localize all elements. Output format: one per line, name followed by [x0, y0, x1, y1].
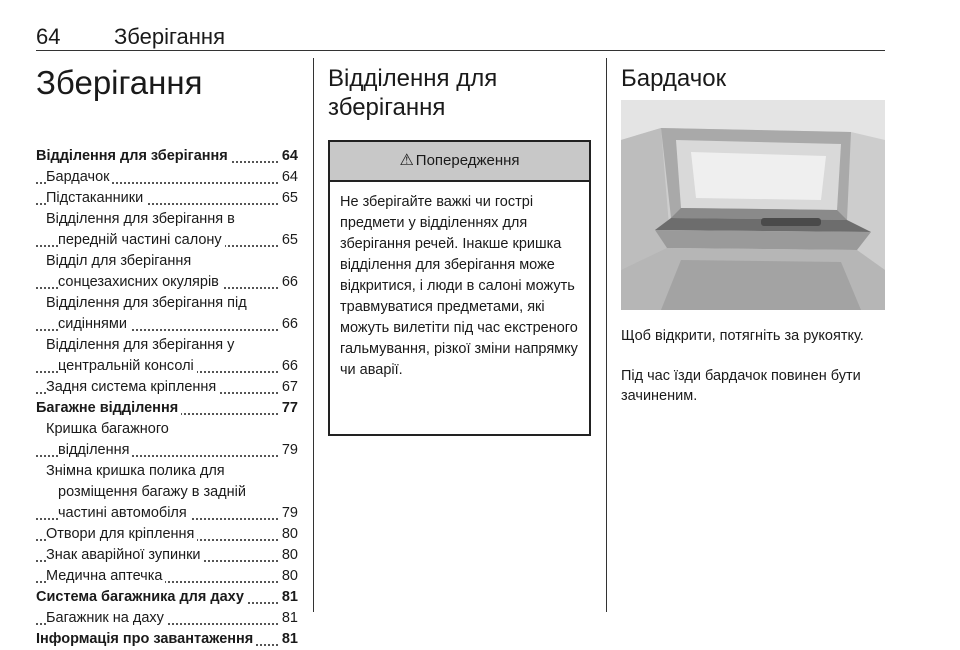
toc-entry-page: 77 [279, 398, 298, 419]
open-instruction: Щоб відкрити, потягніть за рукоятку. [621, 328, 864, 344]
toc-line [36, 440, 298, 461]
glovebox-heading: Бардачок [621, 65, 727, 92]
driving-instruction: Під час їзди бардачок повинен бути зачиненим. [621, 368, 861, 404]
toc-entry-page: 81 [279, 608, 298, 629]
column-toc [36, 64, 298, 647]
column-glovebox [621, 64, 885, 404]
toc-entry-page: 66 [279, 272, 298, 293]
warning-box [328, 140, 591, 436]
toc-entry [36, 629, 298, 650]
toc-entry [36, 377, 298, 398]
toc-line: Відділення для зберігання під [46, 295, 247, 311]
toc-entry-page: 66 [279, 356, 298, 377]
toc-line: Знімна кришка полика для [46, 463, 225, 479]
toc-line [36, 608, 298, 629]
toc-entry-page: 65 [279, 188, 298, 209]
toc-line [36, 272, 298, 293]
chapter-title: Зберігання [36, 64, 203, 101]
toc-entry [36, 587, 298, 608]
page-header [36, 22, 885, 51]
column-storage-intro [328, 64, 591, 378]
toc-entry-title: частині автомобіля [58, 505, 190, 521]
toc-entry [36, 524, 298, 545]
toc-entry [36, 335, 298, 377]
toc-entry-page: 67 [279, 377, 298, 398]
toc-entry-title: відділення [58, 442, 132, 458]
section-heading: Відділення для зберігання [328, 65, 498, 121]
toc-entry-page: 79 [279, 503, 298, 524]
toc-entry [36, 167, 298, 188]
glovebox-photo [621, 100, 885, 310]
toc-line [36, 398, 298, 419]
toc-entry-title: Відділення для зберігання [36, 148, 231, 164]
toc-entry-title: Підстаканники [46, 190, 146, 206]
toc-entry-page: 81 [279, 587, 298, 608]
toc-entry [36, 545, 298, 566]
toc-line [36, 587, 298, 608]
warning-header [330, 142, 589, 182]
toc-entry [36, 566, 298, 587]
toc-line: розміщення багажу в задній [58, 484, 246, 500]
toc-entry-title: Багажне відділення [36, 400, 181, 416]
toc-entry-title: Знак аварійної зупинки [46, 547, 204, 563]
column-divider-2 [606, 58, 607, 612]
table-of-contents [36, 146, 298, 650]
toc-entry [36, 251, 298, 293]
toc-entry [36, 293, 298, 335]
toc-entry-title: Багажник на даху [46, 610, 167, 626]
toc-entry-page: 64 [279, 146, 298, 167]
header-title: Зберігання [114, 24, 225, 49]
toc-entry-title: Система багажника для даху [36, 589, 247, 605]
page-number: 64 [36, 24, 61, 49]
toc-entry-title: Інформація про завантаження [36, 631, 256, 647]
toc-entry-title: передній частині салону [58, 232, 225, 248]
toc-line [36, 314, 298, 335]
warning-triangle-icon: ⚠ [399, 152, 414, 169]
warning-title: Попередження [415, 152, 520, 169]
toc-line [36, 230, 298, 251]
toc-line [36, 524, 298, 545]
toc-line [36, 377, 298, 398]
toc-entry-title: Задня система кріплення [46, 379, 219, 395]
toc-entry [36, 461, 298, 524]
toc-line: Відділення для зберігання в [46, 211, 235, 227]
toc-line [36, 629, 298, 650]
toc-entry-page: 65 [279, 230, 298, 251]
toc-entry-title: центральній консолі [58, 358, 197, 374]
toc-entry [36, 398, 298, 419]
toc-entry [36, 419, 298, 461]
toc-entry-page: 80 [279, 566, 298, 587]
toc-entry-title: сидіннями [58, 316, 130, 332]
toc-entry-page: 80 [279, 524, 298, 545]
toc-entry-page: 80 [279, 545, 298, 566]
toc-line [36, 188, 298, 209]
toc-line: Відділ для зберігання [46, 253, 192, 269]
toc-entry-page: 66 [279, 314, 298, 335]
toc-line [36, 167, 298, 188]
toc-entry-page: 81 [279, 629, 298, 650]
toc-entry-title: Медична аптечка [46, 568, 165, 584]
toc-line [36, 503, 298, 524]
toc-entry-title: сонцезахисних окулярів [58, 274, 222, 290]
toc-line [36, 566, 298, 587]
toc-entry [36, 209, 298, 251]
toc-line: Кришка багажного [46, 421, 169, 437]
toc-entry-page: 79 [279, 440, 298, 461]
column-divider-1 [313, 58, 314, 612]
toc-entry-title: Отвори для кріплення [46, 526, 197, 542]
toc-entry [36, 146, 298, 167]
toc-entry-page: 64 [279, 167, 298, 188]
toc-entry [36, 608, 298, 629]
toc-line [36, 146, 298, 167]
toc-line: Відділення для зберігання у [46, 337, 235, 353]
toc-line [36, 356, 298, 377]
toc-entry [36, 188, 298, 209]
warning-text: Не зберігайте важкі чи гострі предмети у відділеннях для зберігання речей. Інакше кришка відділення для зберігання може відкритися, і люди в салоні можуть травмуватися предметами, які можуть вилетіти під час екстреного гальмування, різкої зміни напрямку чи аварії. [340, 194, 578, 378]
toc-line [36, 545, 298, 566]
toc-entry-title: Бардачок [46, 169, 112, 185]
